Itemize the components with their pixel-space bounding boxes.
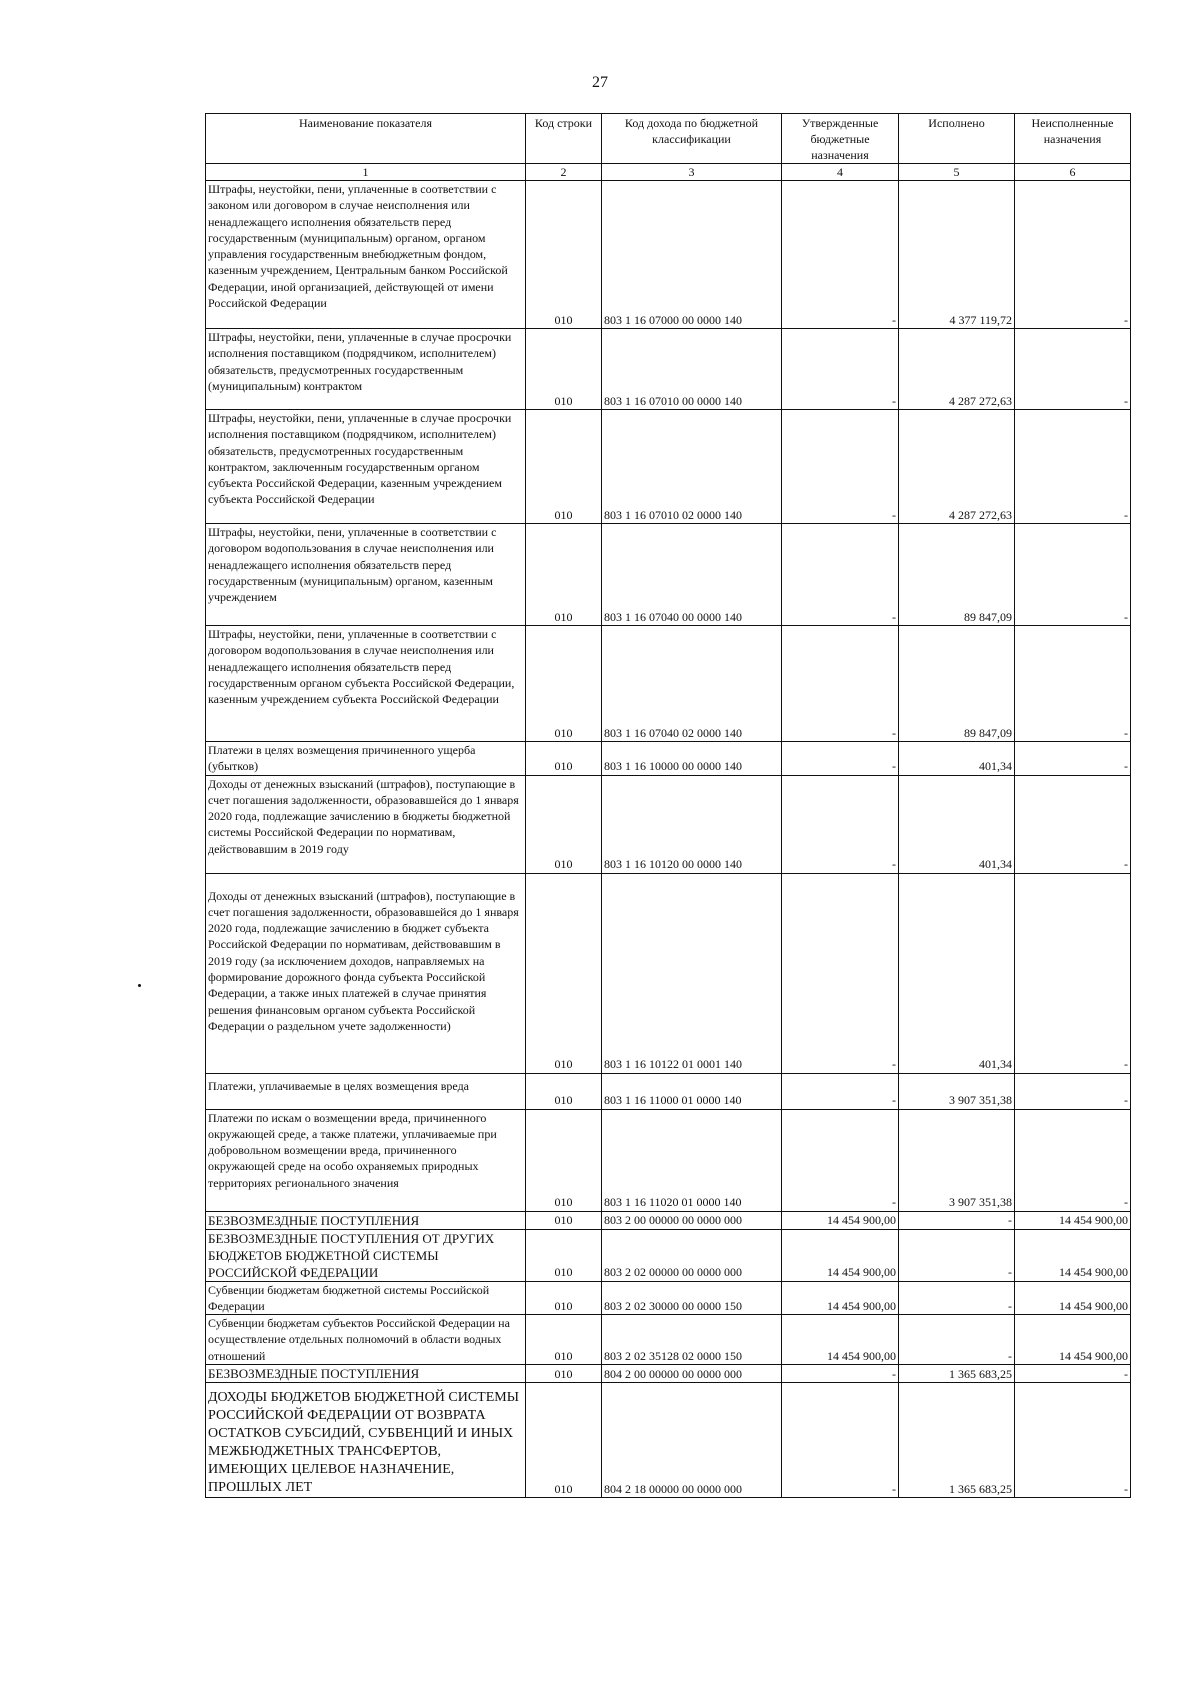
row-income-code: 803 1 16 07000 00 0000 140	[602, 181, 782, 329]
row-income-code: 803 1 16 07010 00 0000 140	[602, 329, 782, 410]
table-row	[206, 626, 1131, 742]
row-approved: -	[782, 742, 899, 776]
row-unexecuted: -	[1015, 329, 1131, 410]
table-row	[206, 1073, 1131, 1109]
row-income-code: 804 2 00 00000 00 0000 000	[602, 1365, 782, 1383]
row-unexecuted: 14 454 900,00	[1015, 1229, 1131, 1281]
row-income-code: 803 1 16 10122 01 0001 140	[602, 873, 782, 1073]
column-number: 1	[206, 164, 526, 181]
row-approved: -	[782, 329, 899, 410]
row-executed: 401,34	[899, 742, 1015, 776]
column-number: 4	[782, 164, 899, 181]
header-name: Наименование показателя	[206, 114, 526, 164]
table-row	[206, 329, 1131, 410]
row-line-code: 010	[526, 626, 602, 742]
row-executed: 3 907 351,38	[899, 1073, 1015, 1109]
table-row	[206, 1109, 1131, 1211]
row-income-code: 804 2 18 00000 00 0000 000	[602, 1383, 782, 1498]
row-unexecuted: -	[1015, 626, 1131, 742]
table-row	[206, 1281, 1131, 1315]
revenue-table	[205, 113, 1131, 1498]
row-unexecuted: -	[1015, 1109, 1131, 1211]
column-number: 5	[899, 164, 1015, 181]
row-unexecuted: -	[1015, 1073, 1131, 1109]
column-number: 3	[602, 164, 782, 181]
row-approved: -	[782, 873, 899, 1073]
table-row	[206, 410, 1131, 524]
page-number: 27	[592, 74, 608, 91]
row-approved: -	[782, 181, 899, 329]
row-income-code: 803 1 16 10120 00 0000 140	[602, 775, 782, 873]
row-name: БЕЗВОЗМЕЗДНЫЕ ПОСТУПЛЕНИЯ	[206, 1365, 526, 1383]
row-name: Штрафы, неустойки, пени, уплаченные в случае просрочки исполнения поставщиком (подрядчиком, исполнителем) обязательств, предусмотренных государственным (муниципальным) контрактом	[206, 329, 526, 410]
row-executed: 4 287 272,63	[899, 410, 1015, 524]
row-name: Доходы от денежных взысканий (штрафов), поступающие в счет погашения задолженности, образовавшейся до 1 января 2020 года, подлежащие зачислению в бюджеты бюджетной системы Российской Федерации по нормативам, действовавшим в 2019 году	[206, 775, 526, 873]
row-unexecuted: -	[1015, 524, 1131, 626]
row-line-code: 010	[526, 742, 602, 776]
row-line-code: 010	[526, 1383, 602, 1498]
row-approved: 14 454 900,00	[782, 1281, 899, 1315]
row-line-code: 010	[526, 1211, 602, 1229]
row-line-code: 010	[526, 1073, 602, 1109]
row-income-code: 803 2 02 00000 00 0000 000	[602, 1229, 782, 1281]
row-unexecuted: 14 454 900,00	[1015, 1281, 1131, 1315]
row-executed: 4 377 119,72	[899, 181, 1015, 329]
row-executed: 401,34	[899, 775, 1015, 873]
row-name: БЕЗВОЗМЕЗДНЫЕ ПОСТУПЛЕНИЯ	[206, 1211, 526, 1229]
row-income-code: 803 2 02 35128 02 0000 150	[602, 1315, 782, 1365]
row-unexecuted: -	[1015, 1365, 1131, 1383]
row-line-code: 010	[526, 1281, 602, 1315]
row-executed: 4 287 272,63	[899, 329, 1015, 410]
row-approved: -	[782, 775, 899, 873]
row-approved: -	[782, 1365, 899, 1383]
row-name: Платежи по искам о возмещении вреда, причиненного окружающей среде, а также платежи, уплачиваемые при добровольном возмещении вреда, причиненного окружающей среде на особо охраняемых природных территориях регионального значения	[206, 1109, 526, 1211]
row-income-code: 803 1 16 07010 02 0000 140	[602, 410, 782, 524]
row-executed: 89 847,09	[899, 524, 1015, 626]
header-income-code: Код дохода по бюджетной классификации	[602, 114, 782, 164]
table-row	[206, 1211, 1131, 1229]
row-executed: 89 847,09	[899, 626, 1015, 742]
row-line-code: 010	[526, 1315, 602, 1365]
row-name: Субвенции бюджетам субъектов Российской Федерации на осуществление отдельных полномочий в области водных отношений	[206, 1315, 526, 1365]
row-executed: -	[899, 1229, 1015, 1281]
header-approved: Утвержденные бюджетные назначения	[782, 114, 899, 164]
row-name: Штрафы, неустойки, пени, уплаченные в соответствии с законом или договором в случае неисполнения или ненадлежащего исполнения обязательств перед государственным (муниципальным) органом, органом управления государственным внебюджетным фондом, казенным учреждением, Центральным банком Российской Федерации, иной организацией, действующей от имени Российской Федерации	[206, 181, 526, 329]
row-line-code: 010	[526, 524, 602, 626]
row-name: Субвенции бюджетам бюджетной системы Российской Федерации	[206, 1281, 526, 1315]
row-name: БЕЗВОЗМЕЗДНЫЕ ПОСТУПЛЕНИЯ ОТ ДРУГИХ БЮДЖЕТОВ БЮДЖЕТНОЙ СИСТЕМЫ РОССИЙСКОЙ ФЕДЕРАЦИИ	[206, 1229, 526, 1281]
row-approved: 14 454 900,00	[782, 1229, 899, 1281]
row-line-code: 010	[526, 775, 602, 873]
row-line-code: 010	[526, 410, 602, 524]
row-unexecuted: -	[1015, 1383, 1131, 1498]
row-approved: -	[782, 1109, 899, 1211]
row-approved: -	[782, 524, 899, 626]
table-row	[206, 1315, 1131, 1365]
row-name: Доходы от денежных взысканий (штрафов), поступающие в счет погашения задолженности, образовавшейся до 1 января 2020 года, подлежащие зачислению в бюджет субъекта Российской Федерации по нормативам, действовавшим в 2019 году (за исключением доходов, направляемых на формирование дорожного фонда субъекта Российской Федерации, а также иных платежей в случае принятия решения финансовым органом субъекта Российской Федерации о раздельном учете задолженности)	[206, 873, 526, 1073]
row-name: ДОХОДЫ БЮДЖЕТОВ БЮДЖЕТНОЙ СИСТЕМЫ РОССИЙСКОЙ ФЕДЕРАЦИИ ОТ ВОЗВРАТА ОСТАТКОВ СУБСИДИЙ, СУБВЕНЦИЙ И ИНЫХ МЕЖБЮДЖЕТНЫХ ТРАНСФЕРТОВ, ИМЕЮЩИХ ЦЕЛЕВОЕ НАЗНАЧЕНИЕ, ПРОШЛЫХ ЛЕТ	[206, 1383, 526, 1498]
header-row	[206, 114, 1131, 164]
row-unexecuted: 14 454 900,00	[1015, 1315, 1131, 1365]
row-executed: 3 907 351,38	[899, 1109, 1015, 1211]
row-approved: -	[782, 410, 899, 524]
row-executed: 1 365 683,25	[899, 1365, 1015, 1383]
table-row	[206, 1383, 1131, 1498]
row-approved: -	[782, 626, 899, 742]
row-line-code: 010	[526, 873, 602, 1073]
row-unexecuted: -	[1015, 873, 1131, 1073]
table-row	[206, 524, 1131, 626]
row-unexecuted: -	[1015, 775, 1131, 873]
row-unexecuted: -	[1015, 410, 1131, 524]
row-income-code: 803 1 16 07040 02 0000 140	[602, 626, 782, 742]
column-number: 6	[1015, 164, 1131, 181]
row-income-code: 803 2 02 30000 00 0000 150	[602, 1281, 782, 1315]
row-income-code: 803 2 00 00000 00 0000 000	[602, 1211, 782, 1229]
row-executed: -	[899, 1281, 1015, 1315]
row-executed: -	[899, 1315, 1015, 1365]
row-name: Штрафы, неустойки, пени, уплаченные в соответствии с договором водопользования в случае неисполнения или ненадлежащего исполнения обязательств перед государственным (муниципальным) органом, казенным учреждением	[206, 524, 526, 626]
row-approved: -	[782, 1073, 899, 1109]
row-approved: 14 454 900,00	[782, 1211, 899, 1229]
row-line-code: 010	[526, 1229, 602, 1281]
row-income-code: 803 1 16 11000 01 0000 140	[602, 1073, 782, 1109]
header-executed: Исполнено	[899, 114, 1015, 164]
row-name: Платежи, уплачиваемые в целях возмещения вреда	[206, 1073, 526, 1109]
table-row	[206, 1365, 1131, 1383]
table-row	[206, 742, 1131, 776]
row-line-code: 010	[526, 329, 602, 410]
stray-dot-mark	[138, 984, 141, 987]
row-unexecuted: -	[1015, 181, 1131, 329]
row-approved: -	[782, 1383, 899, 1498]
row-approved: 14 454 900,00	[782, 1315, 899, 1365]
table-row	[206, 775, 1131, 873]
table-row	[206, 181, 1131, 329]
row-income-code: 803 1 16 10000 00 0000 140	[602, 742, 782, 776]
row-name: Платежи в целях возмещения причиненного ущерба (убытков)	[206, 742, 526, 776]
row-name: Штрафы, неустойки, пени, уплаченные в случае просрочки исполнения поставщиком (подрядчиком, исполнителем) обязательств, предусмотренных государственным контрактом, заключенным государственным органом субъекта Российской Федерации, казенным учреждением субъекта Российской Федерации	[206, 410, 526, 524]
row-unexecuted: 14 454 900,00	[1015, 1211, 1131, 1229]
table-row	[206, 1229, 1131, 1281]
row-executed: -	[899, 1211, 1015, 1229]
column-number-row	[206, 164, 1131, 181]
table-row	[206, 873, 1131, 1073]
column-number: 2	[526, 164, 602, 181]
row-name: Штрафы, неустойки, пени, уплаченные в соответствии с договором водопользования в случае неисполнения или ненадлежащего исполнения обязательств перед государственным органом субъекта Российской Федерации, казенным учреждением субъекта Российской Федерации	[206, 626, 526, 742]
header-unexecuted: Неисполненные назначения	[1015, 114, 1131, 164]
row-line-code: 010	[526, 1109, 602, 1211]
row-executed: 1 365 683,25	[899, 1383, 1015, 1498]
row-line-code: 010	[526, 181, 602, 329]
header-line-code: Код строки	[526, 114, 602, 164]
row-income-code: 803 1 16 11020 01 0000 140	[602, 1109, 782, 1211]
row-unexecuted: -	[1015, 742, 1131, 776]
row-executed: 401,34	[899, 873, 1015, 1073]
row-income-code: 803 1 16 07040 00 0000 140	[602, 524, 782, 626]
row-line-code: 010	[526, 1365, 602, 1383]
